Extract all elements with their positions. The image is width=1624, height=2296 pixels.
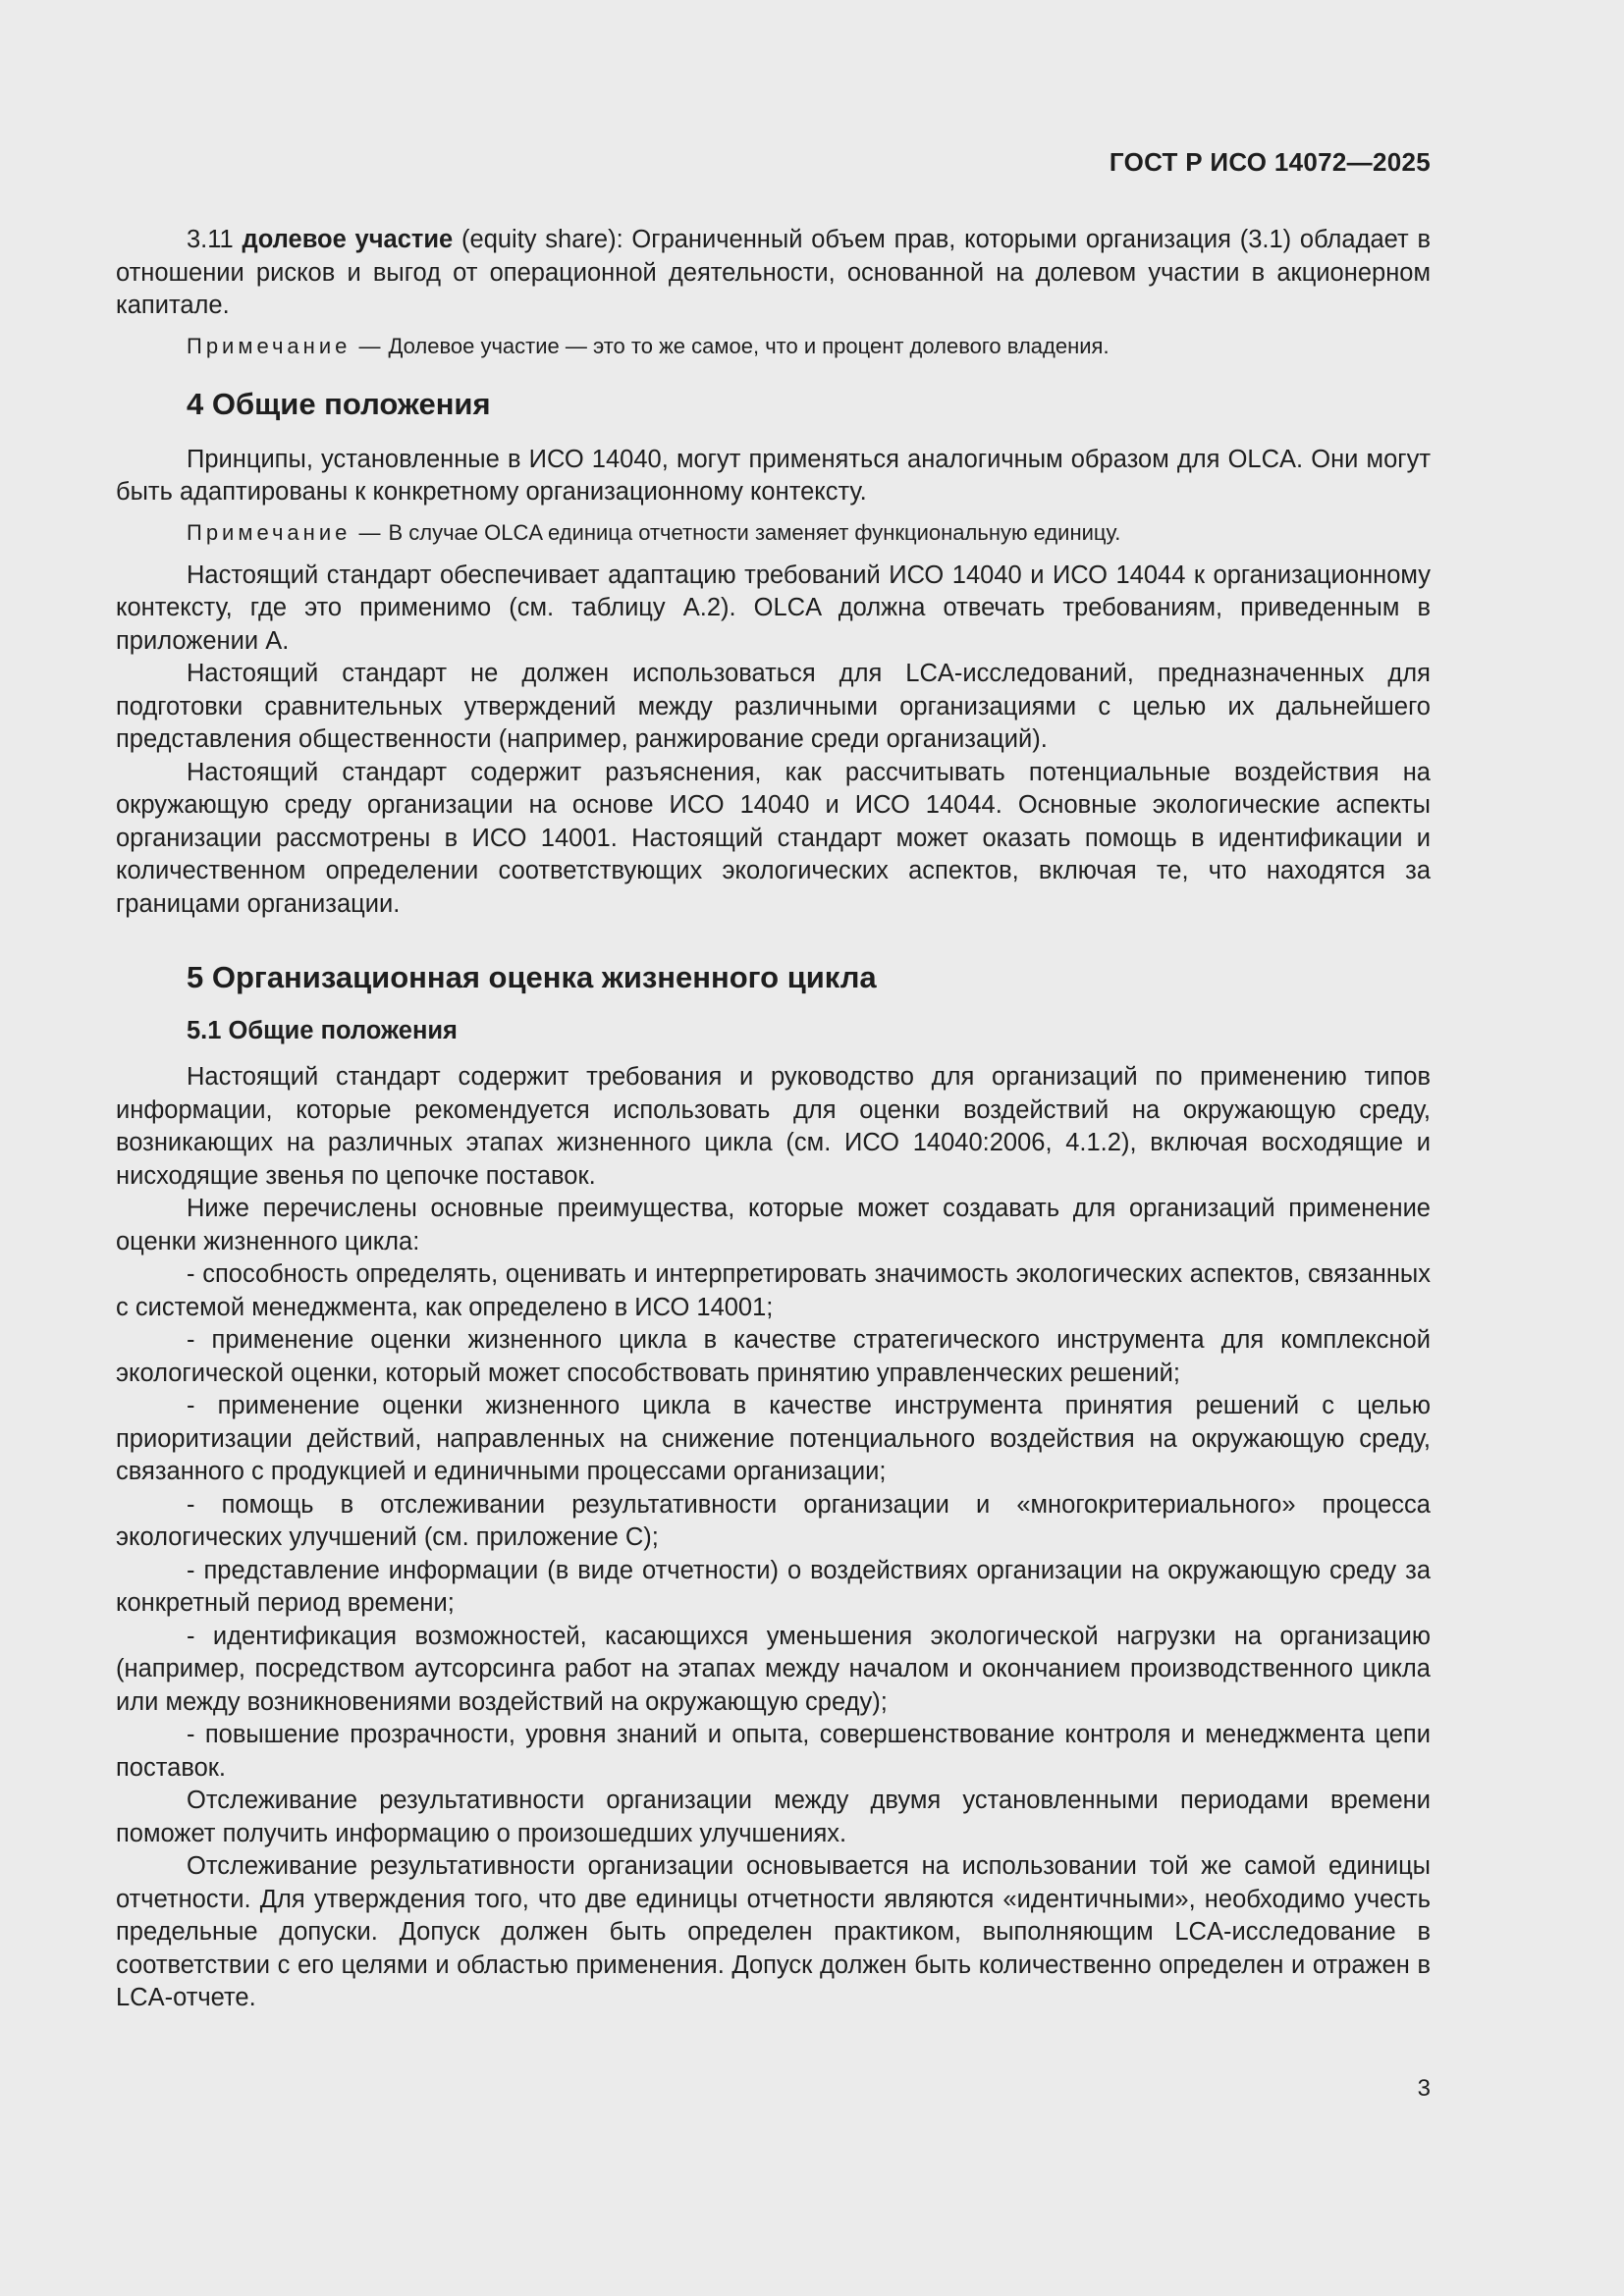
definition-text: (equity share): Ограниченный объем прав, которыми организация (3.1) обладает в отношении рисков и выгод от операционной деятельности, основанной на долевом участии в акционерном капитале. xyxy=(116,226,1431,319)
note-label: Примечание xyxy=(187,333,352,358)
section-4-paragraph-1: Принципы, установленные в ИСО 14040, могут применяться аналогичным образом для OLCA. Они могут быть адаптированы к конкретному организационному контексту. xyxy=(116,445,1431,506)
note-dash: — xyxy=(358,519,381,545)
section-4-paragraph-3: Настоящий стандарт не должен использоваться для LCA-исследований, предназначенных для подготовки сравнительных утверждений между различными организациями с целью их дальнейшего представления общественности (например, ранжирование среди организаций). xyxy=(116,660,1431,753)
subsection-5-1-title: 5.1 Общие положения xyxy=(187,1017,458,1044)
note-label: Примечание xyxy=(187,519,352,545)
definition-number: 3.11 xyxy=(187,226,234,253)
list-item: - идентификация возможностей, касающихся уменьшения экологической нагрузки на организацию (например, посредством аутсорсинга работ на этапах между началом и окончанием производственного цикла или между возникновениями воздействий на окружающую среду); xyxy=(116,1622,1431,1716)
list-item: - способность определять, оценивать и интерпретировать значимость экологических аспектов, связанных с системой менеджмента, как определено в ИСО 14001; xyxy=(116,1260,1431,1321)
section-5-paragraph-4: Отслеживание результативности организации основывается на использовании той же самой единицы отчетности. Для утверждения того, что две единицы отчетности являются «идентичными», необходимо учесть предельные допуски. Допуск должен быть определен практиком, выполняющим LCA-исследование в соответствии с его целями и областью применения. Допуск должен быть количественно определен и отражен в LCA-отчете. xyxy=(116,1852,1431,2011)
list-item: - применение оценки жизненного цикла в качестве инструмента принятия решений с целью приоритизации действий, направленных на снижение потенциального воздействия на окружающую среду, связанного с продукцией и единичными процессами организации; xyxy=(116,1392,1431,1485)
note-olca xyxy=(116,518,1431,548)
section-5-paragraph-2: Ниже перечислены основные преимущества, которые может создавать для организаций применение оценки жизненного цикла: xyxy=(116,1195,1431,1255)
section-5-paragraph-1: Настоящий стандарт содержит требования и руководство для организаций по применению типов информации, которые рекомендуется использовать для оценки воздействий на окружающую среду, возникающих на различных этапах жизненного цикла (см. ИСО 14040:2006, 4.1.2), включая восходящие и нисходящие звенья по цепочке поставок. xyxy=(116,1063,1431,1190)
definition-3-11 xyxy=(116,224,1431,323)
page-number: 3 xyxy=(1417,2075,1431,2102)
section-5-paragraph-3: Отслеживание результативности организации между двумя установленными периодами времени поможет получить информацию о произошедших улучшениях. xyxy=(116,1787,1431,1847)
list-item: - помощь в отслеживании результативности организации и «многокритериального» процесса экологических улучшений (см. приложение С); xyxy=(116,1490,1431,1551)
list-item: - представление информации (в виде отчетности) о воздействиях организации на окружающую среду за конкретный период времени; xyxy=(116,1556,1431,1617)
document-body xyxy=(116,224,1431,2015)
section-4-title: 4 Общие положения xyxy=(187,386,491,421)
note-text: Долевое участие — это то же самое, что и процент долевого владения. xyxy=(388,333,1110,358)
section-5-title: 5 Организационная оценка жизненного цикла xyxy=(187,960,877,994)
section-4-paragraph-4: Настоящий стандарт содержит разъяснения, как рассчитывать потенциальные воздействия на окружающую среду организации на основе ИСО 14040 и ИСО 14044. Основные экологические аспекты организации рассмотрены в ИСО 14001. Настоящий стандарт может оказать помощь в идентификации и количественном определении соответствующих экологических аспектов, включая те, что находятся за границами организации. xyxy=(116,758,1431,918)
note-equity-share xyxy=(116,332,1431,361)
note-dash: — xyxy=(358,333,381,358)
list-item: - повышение прозрачности, уровня знаний и опыта, совершенствование контроля и менеджмента цепи поставок. xyxy=(116,1721,1431,1782)
note-text: В случае OLCA единица отчетности заменяет функциональную единицу. xyxy=(388,519,1121,545)
list-item: - применение оценки жизненного цикла в качестве стратегического инструмента для комплексной экологической оценки, который может способствовать принятию управленческих решений; xyxy=(116,1326,1431,1387)
section-4-paragraph-2: Настоящий стандарт обеспечивает адаптацию требований ИСО 14040 и ИСО 14044 к организационному контексту, где это применимо (см. таблицу А.2). OLCA должна отвечать требованиям, приведенным в приложении А. xyxy=(116,561,1431,655)
definition-term: долевое участие xyxy=(242,226,454,253)
document-header: ГОСТ Р ИСО 14072—2025 xyxy=(1109,147,1431,177)
